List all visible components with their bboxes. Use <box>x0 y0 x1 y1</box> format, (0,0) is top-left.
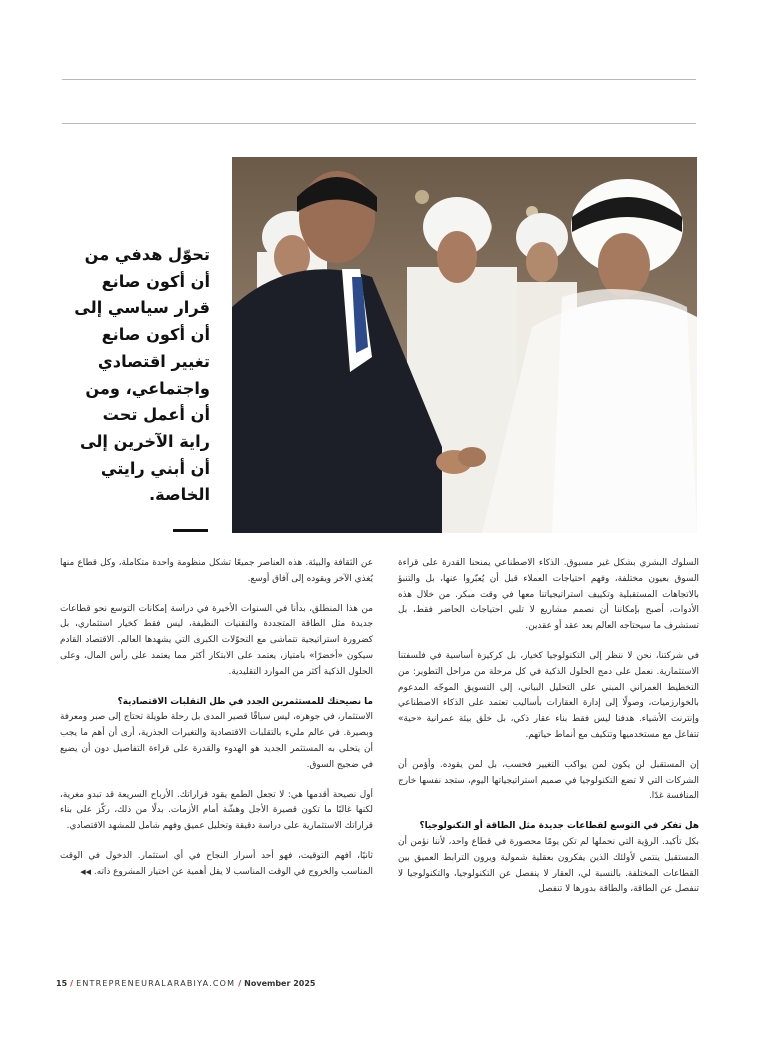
footer-site: ENTREPRENEURALARABIYA.COM <box>76 979 236 988</box>
paragraph: عن الثقافة والبيئة. هذه العناصر جميعًا تشكل منظومة واحدة متكاملة، وكل قطاع منها يُغذي الآخر ويقوده إلى آفاق أوسع. <box>60 558 373 584</box>
paragraph: من هذا المنطلق، بدأنا في السنوات الأخيرة في دراسة إمكانات التوسع نحو قطاعات جديدة مثل الطاقة المتجددة والتقنيات النظيفة، ليس فقط كخيار استثماري، بل كضرورة استراتيجية تتماشى مع التحوّلات الكبرى التي يشهدها العالم. الاقتصاد القادم سيكون «أخضرًا» بامتياز، يعتمد على الابتكار أكثر مما يعتمد على رأس المال، وعلى الحلول الذكية أكثر من الموارد التقليدية. <box>60 603 373 677</box>
page-number: 15 <box>56 979 68 988</box>
paragraph: بكل تأكيد. الرؤية التي نحملها لم تكن يومًا محصورة في قطاع واحد، لأننا نؤمن أن المستقبل ينتمي لأولئك الذين يفكرون بعقلية شمولية ويرون الترابط العميق بين القطاعات المختلفة. بالنسبة لي، العقار لا ينفصل عن التكنولوجيا، والتكنولوجيا لا تنفصل عن الطاقة، والطاقة بدورها لا تنفصل <box>398 836 699 895</box>
footer-date: November 2025 <box>244 979 316 988</box>
article-column-right <box>398 556 699 912</box>
paragraph-text: ثانيًا، افهم التوقيت، فهو أحد أسرار النجاح في أي استثمار. الدخول في الوقت المناسب والخروج في الوقت المناسب لا يقل أهمية عن اختيار المشروع ذاته. <box>60 850 373 877</box>
second-rule <box>62 123 696 124</box>
footer-separator: / <box>70 979 74 988</box>
photo-illustration <box>232 157 697 533</box>
pull-quote: تحوّل هدفي من أن أكون صانع قرار سياسي إلى أن أكون صانع تغيير اقتصادي واجتماعي، ومن أن أعمل تحت راية الآخرين إلى أن أبني رايتي الخاصة. <box>74 245 210 505</box>
end-of-article-mark: ◀◀ <box>80 867 92 876</box>
paragraph: أول نصيحة أقدمها هي: لا تجعل الطمع يقود قراراتك. الأرباح السريعة قد تبدو مغرية، لكنها غالبًا ما تكون قصيرة الأجل وهشّة أمام الأزمات. بدلًا من ذلك، ركّز على بناء قراراتك الاستثمارية على دراسة دقيقة وتحليل عميق وفهم شامل للمشهد الاقتصادي. <box>60 789 373 832</box>
question-heading: ما نصيحتك للمستثمرين الجدد في ظل التقلبات الاقتصادية؟ <box>117 696 373 707</box>
question-heading: هل تفكر في التوسع لقطاعات جديدة مثل الطاقة أو التكنولوجيا؟ <box>419 821 699 832</box>
paragraph: الاستثمار، في جوهره، ليس سباقًا قصير المدى بل رحلة طويلة تحتاج إلى صبر ومعرفة وبصيرة. في عالم مليء بالتقلبات الاقتصادية والتغيرات الجذرية، أرى أن أهم ما يجب أن يتحلى به المستثمر الجديد هو الهدوء والقدرة على قراءة التفاصيل دون أن يضيع في ضجيج السوق. <box>60 712 373 770</box>
paragraph: السلوك البشري بشكل غير مسبوق. الذكاء الاصطناعي يمنحنا القدرة على قراءة السوق بعيون مختلفة، وفهم احتياجات العملاء قبل أن يُعبّروا عنها، بل والتنبؤ بالاتجاهات المستقبلية وتكييف استراتيجياتنا معها في وقت مبكر. من خلال هذه الأدوات، أصبح بإمكاننا أن نصمم مشاريع لا تلبي احتياجات الحاضر فقط، بل تستشرف ما سيحتاجه العالم بعد عقد أو عقدين. <box>398 558 699 632</box>
article-column-left <box>60 556 373 895</box>
feature-photo <box>232 157 697 533</box>
paragraph: إن المستقبل لن يكون لمن يواكب التغيير فحسب، بل لمن يقوده. وأؤمن أن الشركات التي لا تضع التكنولوجيا في صميم استراتيجياتها اليوم، ستجد نفسها خارج المنافسة غدًا. <box>398 759 699 802</box>
top-rule <box>62 79 696 80</box>
footer-separator: / <box>238 979 242 988</box>
pull-quote-underline <box>173 529 208 532</box>
paragraph: في شركتنا، نحن لا ننظر إلى التكنولوجيا كخيار، بل كركيزة أساسية في فلسفتنا الاستثمارية. نعمل على دمج الحلول الذكية في كل مرحلة من مراحل التطوير: من التخطيط العمراني المبني على التحليل البياني، إلى التسويق الموجّه المدعوم بالخوارزميات، وصولًا إلى إدارة العقارات بأساليب تعتمد على الذكاء الاصطناعي وإنترنت الأشياء. هدفنا ليس فقط بناء عقار ذكي، بل خلق بيئة عمرانية «حية» تتفاعل مع مستخدميها وتتكيف مع أنماط حياتهم. <box>398 650 699 740</box>
paragraph <box>60 849 373 881</box>
page-footer <box>56 979 315 988</box>
